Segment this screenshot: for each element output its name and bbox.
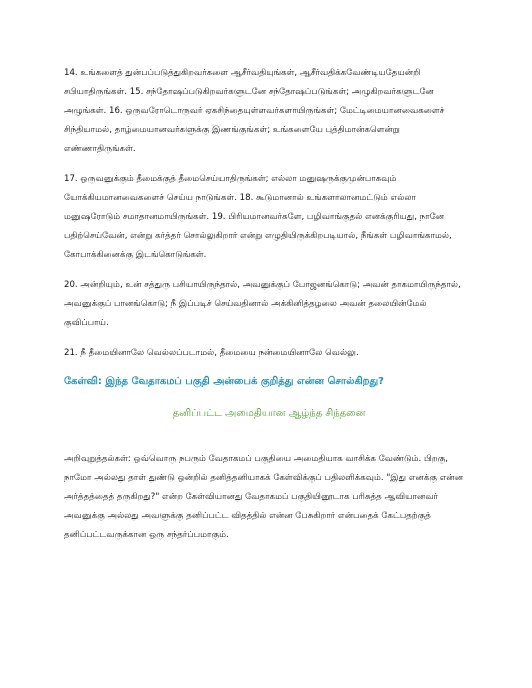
- verse-paragraph-21: 21. நீ தீமையினாலே வெல்லப்படாமல், தீமையை நன்மையினாலே வெல்லு.: [64, 348, 359, 358]
- question-heading: கேள்வி: இந்த வேதாகமப் பகுதி அன்பைக் குறித்து என்ன சொல்கிறது?: [64, 376, 384, 387]
- verse-paragraph-17-19: 17. ஒருவனுக்கும் தீமைக்குத் தீமைசெய்யாதிருங்கள்; எல்லா மனுஷருக்குமுன்பாகவும் யோக்கியமானவைகளைச் செய்ய நாடுங்கள். 18. கூடுமானால் உங்களாலானமட்டும் எல்லா மனுஷரோடும் சமாதானமாயிருங்கள். 19. பிரியமானவர்களே, பழிவாங்குதல் எனக்குரியது, நானே பதிற்செய்வேன், என்று கர்த்தர் சொல்லுகிறார் என்று எழுதியிருக்கிறபடியால், நீங்கள் பழிவாங்காமல், கோபாக்கினைக்கு இடங்கொடுங்கள்.: [64, 174, 452, 260]
- instructions-paragraph: அறிவுறுத்தல்கள்: ஒவ்வொரு நபரும் வேதாகமப் பகுதியை அமைதியாக வாசிக்க வேண்டும். பிறகு, நாமோ அல்லது தாள் துண்டு ஒன்றில் தனித்தனியாகக் கேள்விக்குப் பதிலளிக்கவும். "இது எனக்கு என்ன அர்த்தத்தைத் தருகிறது?" என்ற கேள்வியானது வேதாகமப் பகுதியினூடாக பரிசுத்த ஆவியானவர் அவனுக்கு அல்லது அவளுக்கு தனிப்பட்ட விதத்தில் என்ன பேசுகிறார் என்பதைக் கேட்பதற்குத் தனிப்பட்டவருக்கான ஒரு சந்தர்ப்பமாகும்.: [64, 454, 464, 540]
- section-heading: தனிப்பட்ட அமைதியான ஆழ்ந்த சிந்தனை: [172, 408, 366, 419]
- verse-paragraph-14-16: 14. உங்களைத் துன்பப்படுத்துகிறவர்களை ஆசீர்வதியுங்கள், ஆசீர்வதிக்கவேண்டியதேயன்றி சபியாதிருங்கள். 15. சந்தோஷப்படுகிறவர்களுடனே சந்தோஷப்படுங்கள்; அழுகிறவர்களுடனே அழுங்கள். 16. ஒருவரோடொருவர் ஏகசிந்தையுள்ளவர்களாயிருங்கள்; மேட்டிமையானவைகளைச் சிந்தியாமல், தாழ்மையானவர்களுக்கு இணங்குங்கள்; உங்களையே புத்திமான்களென்று எண்ணாதிருங்கள்.: [64, 68, 445, 154]
- verse-paragraph-20: 20. அன்றியும், உன் சத்துரு பசியாயிருந்தால், அவனுக்குப் போஜனங்கொடு; அவன் தாகமாயிருந்தால், அவனுக்குப் பானங்கொடு; நீ இப்படிச் செய்வதினால் அக்கினித்தழலை அவன் தலையின்மேல் குவிப்பாய்.: [64, 280, 461, 328]
